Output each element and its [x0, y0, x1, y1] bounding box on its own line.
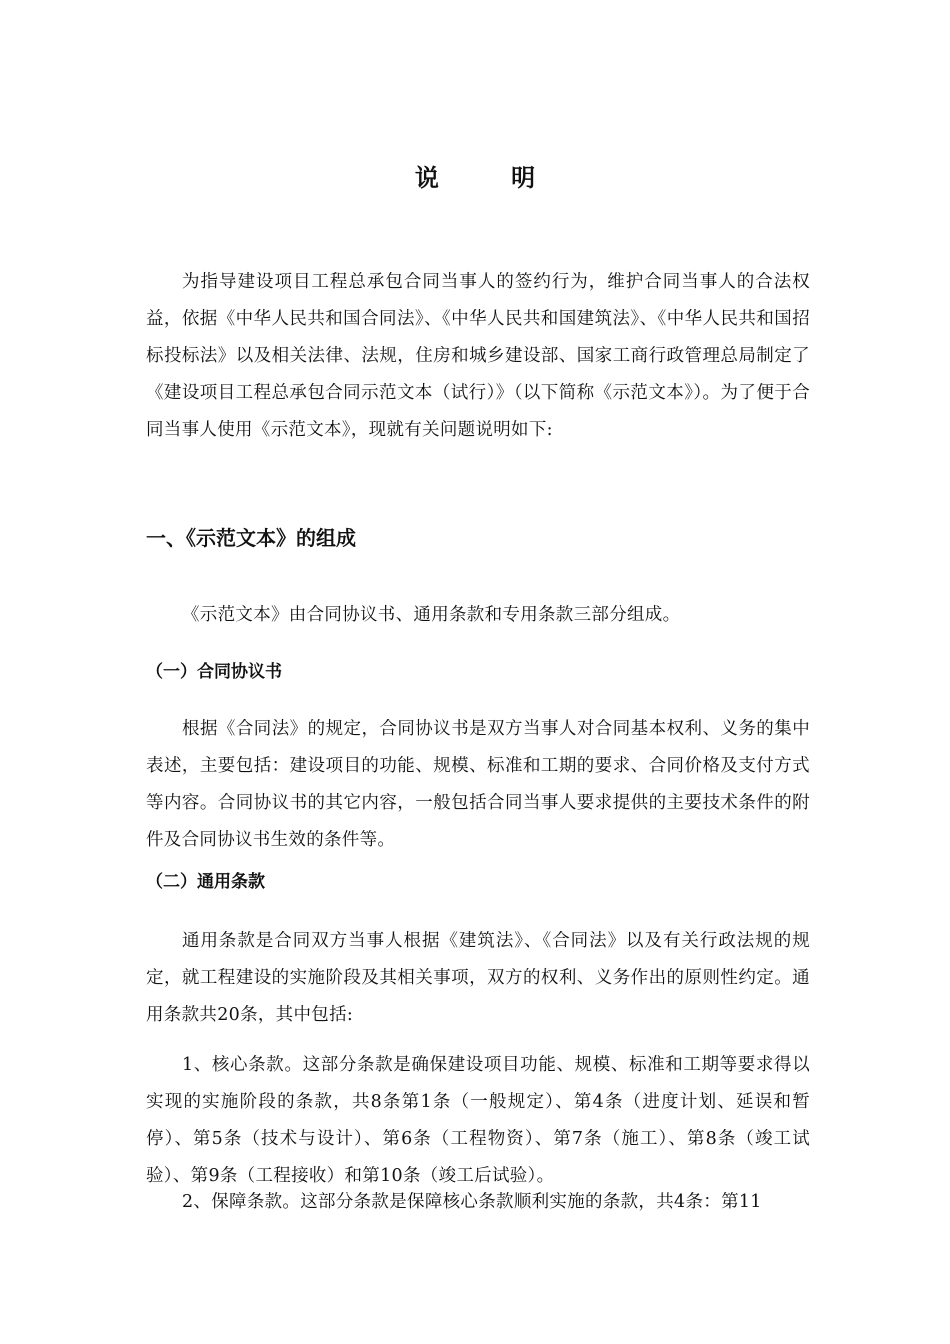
subsection-heading-general-terms: （二）通用条款: [146, 872, 265, 892]
subsection-heading-agreement: （一）合同协议书: [146, 662, 282, 682]
intro-paragraph: 为指导建设项目工程总承包合同当事人的签约行为，维护合同当事人的合法权益，依据《中华人民共和国合同法》、《中华人民共和国建筑法》、《中华人民共和国招标投标法》以及相关法律、法规，住房和城乡建设部、国家工商行政管理总局制定了《建设项目工程总承包合同示范文本（试行）》（以下简称《示范文本》）。为了便于合同当事人使用《示范文本》，现就有关问题说明如下:: [146, 272, 810, 440]
section-heading-composition: 一、《示范文本》的组成: [146, 526, 356, 550]
agreement-paragraph: 根据《合同法》的规定，合同协议书是双方当事人对合同基本权利、义务的集中表述，主要包括：建设项目的功能、规模、标准和工期的要求、合同价格及支付方式等内容。合同协议书的其它内容，一般包括合同当事人要求提供的主要技术条件的附件及合同协议书生效的条件等。: [146, 719, 810, 850]
guarantee-terms-paragraph: 2、保障条款。这部分条款是保障核心条款顺利实施的条款，共4条：第11: [182, 1192, 762, 1212]
composition-paragraph: 《示范文本》由合同协议书、通用条款和专用条款三部分组成。: [182, 605, 681, 625]
page-title: 说 明: [414, 164, 568, 192]
core-terms-paragraph: 1、核心条款。这部分条款是确保建设项目功能、规模、标准和工期等要求得以实现的实施阶段的条款，共8条第1条（一般规定）、第4条（进度计划、延误和暂停）、第5条（技术与设计）、第6条（工程物资）、第7条（施工）、第8条（竣工试验）、第9条（工程接收）和第10条（竣工后试验）。: [146, 1055, 810, 1186]
general-terms-paragraph: 通用条款是合同双方当事人根据《建筑法》、《合同法》以及有关行政法规的规定，就工程建设的实施阶段及其相关事项，双方的权利、义务作出的原则性约定。通用条款共20条，其中包括:: [146, 931, 810, 1025]
